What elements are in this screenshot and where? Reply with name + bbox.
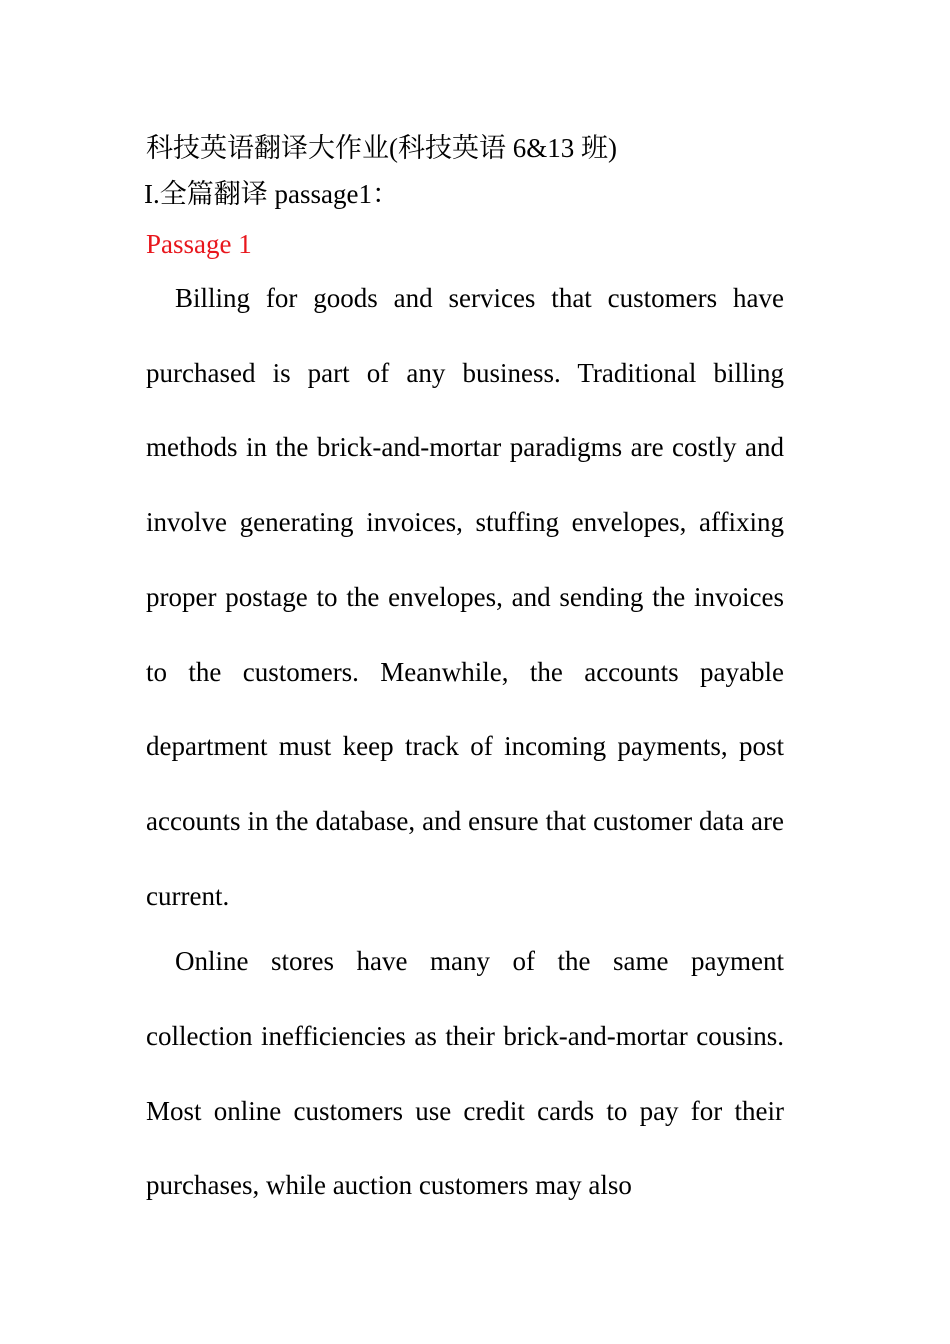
- document-body: [146, 128, 784, 1223]
- paragraph-1: Billing for goods and services that customers have purchased is part of any business. Traditional billing methods in the brick-and-mortar paradigms are costly and involve generating invoices, stuffing envelopes, affixing proper postage to the envelopes, and sending the invoices to the customers. Meanwhile, the accounts payable department must keep track of incoming payments, post accounts in the database, and ensure that customer data are current.: [146, 283, 784, 911]
- document-title: 科技英语翻译大作业(科技英语 6&13 班): [146, 133, 617, 163]
- section-heading: I.全篇翻译 passage1：: [144, 179, 399, 209]
- passage-label-text: Passage 1: [146, 229, 252, 259]
- paragraph-2: Online stores have many of the same payment collection inefficiencies as their brick-and-mortar cousins. Most online customers use credit cards to pay for their purchases, while auction customers may also: [146, 946, 784, 1201]
